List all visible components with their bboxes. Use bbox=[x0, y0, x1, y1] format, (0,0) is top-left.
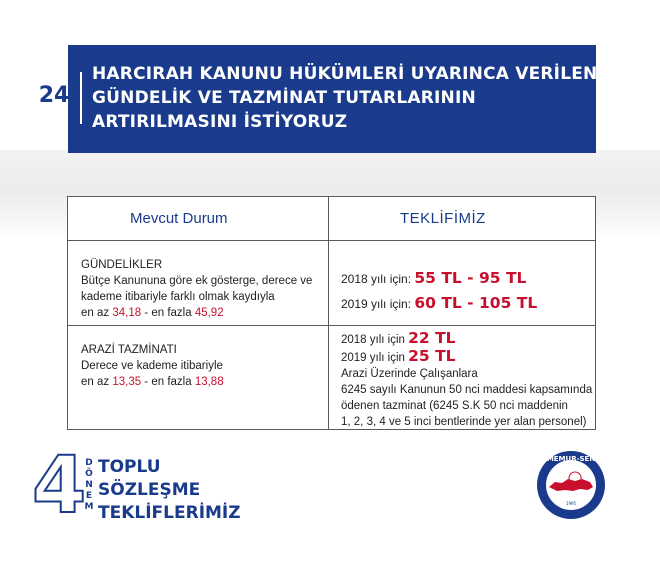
memur-sen-logo bbox=[535, 449, 607, 521]
title-line-2: GÜNDELİK VE TAZMİNAT TUTARLARININ bbox=[92, 88, 476, 108]
logo-name: MEMUR-SEN bbox=[546, 455, 596, 463]
range-prefix: en az bbox=[81, 307, 113, 319]
range-mid: - en fazla bbox=[141, 307, 195, 319]
number-divider bbox=[80, 72, 82, 124]
range-min: 34,18 bbox=[112, 307, 142, 319]
donem-letter: E bbox=[85, 491, 93, 501]
offer-prefix: 2019 yılı için: bbox=[341, 297, 415, 311]
title-line-1: HARCIRAH KANUNU HÜKÜMLERİ UYARINCA VERİLEN bbox=[92, 64, 598, 84]
offer-note: ödenen tazminat (6245 S.K 50 nci maddenin bbox=[341, 400, 568, 412]
row-divider bbox=[68, 325, 595, 326]
offer-prefix: 2019 yılı için bbox=[341, 352, 409, 364]
offer-2018 bbox=[341, 330, 592, 348]
range-min: 13,35 bbox=[112, 376, 142, 388]
comparison-table bbox=[67, 196, 596, 430]
offer-value: 22 TL bbox=[408, 329, 456, 347]
column-header-current: Mevcut Durum bbox=[130, 210, 228, 227]
row-arazi-current bbox=[81, 342, 224, 390]
row-gundelikler-current bbox=[81, 257, 312, 321]
row-arazi-offer bbox=[341, 330, 592, 430]
offer-note: 1, 2, 3, 4 ve 5 inci bentlerinde yer alan personel) bbox=[341, 416, 587, 428]
offer-prefix: 2018 yılı için bbox=[341, 334, 409, 346]
offer-2019 bbox=[341, 348, 592, 366]
offer-value: 55 TL - 95 TL bbox=[414, 269, 527, 287]
column-divider bbox=[328, 197, 329, 429]
title-line-3: ARTIRILMASINI İSTİYORUZ bbox=[92, 112, 348, 132]
offer-note: 6245 sayılı Kanunun 50 nci maddesi kapsamında bbox=[341, 384, 593, 396]
donem-letter: M bbox=[84, 502, 94, 512]
row-text: kademe itibariyle farklı olmak kaydıyla bbox=[81, 291, 275, 303]
footer-line-2: SÖZLEŞME bbox=[98, 480, 201, 500]
range-max: 13,88 bbox=[194, 376, 224, 388]
row-text: Bütçe Kanununa göre ek gösterge, derece ve bbox=[81, 275, 313, 287]
row-range bbox=[81, 305, 312, 321]
row-range bbox=[81, 374, 224, 390]
donem-letter: D bbox=[85, 458, 93, 468]
row-text: Derece ve kademe itibariyle bbox=[81, 360, 223, 372]
range-max: 45,92 bbox=[194, 307, 224, 319]
footer-number: 4 bbox=[32, 441, 87, 531]
footer-line-1: TOPLU bbox=[98, 457, 161, 477]
offer-2019 bbox=[341, 291, 537, 316]
footer-line-3: TEKLİFLERİMİZ bbox=[98, 503, 241, 523]
offer-value: 60 TL - 105 TL bbox=[414, 294, 538, 312]
column-header-offer: TEKLİFİMİZ bbox=[400, 210, 486, 227]
footer-donem bbox=[83, 458, 95, 513]
item-number: 24 bbox=[38, 83, 70, 108]
row-label: ARAZİ TAZMİNATI bbox=[81, 344, 177, 356]
range-mid: - en fazla bbox=[141, 376, 195, 388]
row-label: GÜNDELİKLER bbox=[81, 259, 163, 271]
offer-note: Arazi Üzerinde Çalışanlara bbox=[341, 368, 478, 380]
header-row-divider bbox=[68, 240, 595, 241]
page-title bbox=[92, 62, 598, 134]
offer-prefix: 2018 yılı için: bbox=[341, 272, 415, 286]
range-prefix: en az bbox=[81, 376, 113, 388]
logo-year: 1995 bbox=[565, 501, 577, 506]
donem-letter: N bbox=[85, 480, 93, 490]
row-gundelikler-offer bbox=[341, 266, 537, 316]
offer-value: 25 TL bbox=[408, 347, 456, 365]
offer-2018 bbox=[341, 266, 537, 291]
donem-letter: Ö bbox=[85, 469, 93, 479]
